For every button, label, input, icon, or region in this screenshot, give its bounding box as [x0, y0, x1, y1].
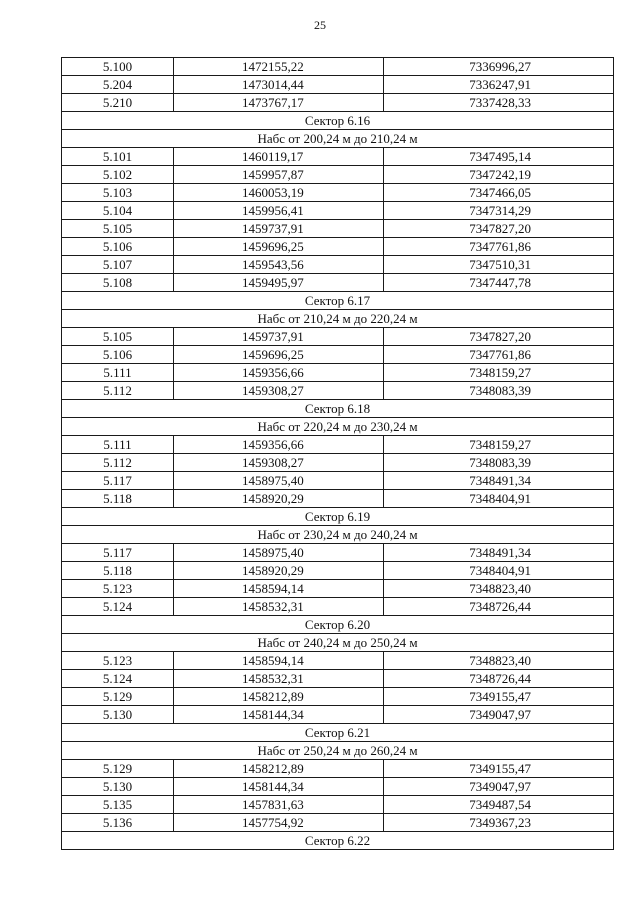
- table-row: [62, 706, 614, 724]
- point-number-cell: 5.117: [62, 472, 174, 490]
- point-number-cell: 5.112: [62, 382, 174, 400]
- point-number-cell: 5.129: [62, 760, 174, 778]
- sector-title-row: [62, 112, 614, 130]
- point-number-cell: 5.118: [62, 562, 174, 580]
- table-row: [62, 94, 614, 112]
- sector-altitude-row: [62, 130, 614, 148]
- table-row: [62, 454, 614, 472]
- point-number-cell: 5.210: [62, 94, 174, 112]
- y-coordinate-cell: 7349155,47: [384, 688, 614, 706]
- table-row: [62, 256, 614, 274]
- table-row: [62, 238, 614, 256]
- x-coordinate-cell: 1458920,29: [174, 490, 384, 508]
- sector-altitude-range: Набс от 220,24 м до 230,24 м: [62, 418, 614, 436]
- table-row: [62, 220, 614, 238]
- y-coordinate-cell: 7349155,47: [384, 760, 614, 778]
- x-coordinate-cell: 1472155,22: [174, 58, 384, 76]
- y-coordinate-cell: 7347761,86: [384, 346, 614, 364]
- sector-title-row: [62, 616, 614, 634]
- table-row: [62, 778, 614, 796]
- y-coordinate-cell: 7337428,33: [384, 94, 614, 112]
- y-coordinate-cell: 7347761,86: [384, 238, 614, 256]
- y-coordinate-cell: 7347447,78: [384, 274, 614, 292]
- y-coordinate-cell: 7348823,40: [384, 580, 614, 598]
- point-number-cell: 5.108: [62, 274, 174, 292]
- x-coordinate-cell: 1458144,34: [174, 778, 384, 796]
- y-coordinate-cell: 7347495,14: [384, 148, 614, 166]
- sector-altitude-row: [62, 634, 614, 652]
- y-coordinate-cell: 7348491,34: [384, 472, 614, 490]
- x-coordinate-cell: 1457831,63: [174, 796, 384, 814]
- y-coordinate-cell: 7347314,29: [384, 202, 614, 220]
- y-coordinate-cell: 7349047,97: [384, 706, 614, 724]
- sector-title-row: [62, 724, 614, 742]
- table-row: [62, 436, 614, 454]
- sector-altitude-range: Набс от 200,24 м до 210,24 м: [62, 130, 614, 148]
- sector-title: Сектор 6.21: [62, 724, 614, 742]
- x-coordinate-cell: 1459956,41: [174, 202, 384, 220]
- sector-altitude-row: [62, 742, 614, 760]
- table-row: [62, 598, 614, 616]
- sector-altitude-range: Набс от 250,24 м до 260,24 м: [62, 742, 614, 760]
- table-row: [62, 166, 614, 184]
- point-number-cell: 5.118: [62, 490, 174, 508]
- x-coordinate-cell: 1459543,56: [174, 256, 384, 274]
- x-coordinate-cell: 1459696,25: [174, 346, 384, 364]
- point-number-cell: 5.105: [62, 220, 174, 238]
- point-number-cell: 5.112: [62, 454, 174, 472]
- y-coordinate-cell: 7348404,91: [384, 490, 614, 508]
- x-coordinate-cell: 1460119,17: [174, 148, 384, 166]
- y-coordinate-cell: 7348404,91: [384, 562, 614, 580]
- x-coordinate-cell: 1459696,25: [174, 238, 384, 256]
- point-number-cell: 5.103: [62, 184, 174, 202]
- x-coordinate-cell: 1460053,19: [174, 184, 384, 202]
- sector-title-row: [62, 292, 614, 310]
- table-row: [62, 580, 614, 598]
- table-row: [62, 274, 614, 292]
- point-number-cell: 5.130: [62, 706, 174, 724]
- x-coordinate-cell: 1458532,31: [174, 670, 384, 688]
- sector-title: Сектор 6.18: [62, 400, 614, 418]
- y-coordinate-cell: 7349367,23: [384, 814, 614, 832]
- point-number-cell: 5.102: [62, 166, 174, 184]
- table-row: [62, 544, 614, 562]
- coordinates-table-body: [62, 58, 614, 850]
- sector-title: Сектор 6.20: [62, 616, 614, 634]
- table-row: [62, 58, 614, 76]
- point-number-cell: 5.124: [62, 598, 174, 616]
- x-coordinate-cell: 1458975,40: [174, 544, 384, 562]
- sector-altitude-range: Набс от 210,24 м до 220,24 м: [62, 310, 614, 328]
- x-coordinate-cell: 1458212,89: [174, 760, 384, 778]
- table-row: [62, 202, 614, 220]
- x-coordinate-cell: 1458975,40: [174, 472, 384, 490]
- y-coordinate-cell: 7349047,97: [384, 778, 614, 796]
- point-number-cell: 5.101: [62, 148, 174, 166]
- sector-title-row: [62, 400, 614, 418]
- x-coordinate-cell: 1459356,66: [174, 364, 384, 382]
- page-number: 25: [314, 18, 326, 32]
- y-coordinate-cell: 7347242,19: [384, 166, 614, 184]
- sector-altitude-row: [62, 418, 614, 436]
- x-coordinate-cell: 1459737,91: [174, 220, 384, 238]
- x-coordinate-cell: 1458144,34: [174, 706, 384, 724]
- x-coordinate-cell: 1458594,14: [174, 580, 384, 598]
- y-coordinate-cell: 7336247,91: [384, 76, 614, 94]
- sector-altitude-range: Набс от 230,24 м до 240,24 м: [62, 526, 614, 544]
- table-row: [62, 760, 614, 778]
- x-coordinate-cell: 1457754,92: [174, 814, 384, 832]
- table-row: [62, 76, 614, 94]
- x-coordinate-cell: 1458594,14: [174, 652, 384, 670]
- point-number-cell: 5.100: [62, 58, 174, 76]
- y-coordinate-cell: 7347466,05: [384, 184, 614, 202]
- x-coordinate-cell: 1459308,27: [174, 382, 384, 400]
- x-coordinate-cell: 1459356,66: [174, 436, 384, 454]
- sector-title: Сектор 6.16: [62, 112, 614, 130]
- sector-title: Сектор 6.17: [62, 292, 614, 310]
- point-number-cell: 5.107: [62, 256, 174, 274]
- sector-title-row: [62, 832, 614, 850]
- point-number-cell: 5.105: [62, 328, 174, 346]
- point-number-cell: 5.135: [62, 796, 174, 814]
- point-number-cell: 5.123: [62, 580, 174, 598]
- point-number-cell: 5.136: [62, 814, 174, 832]
- point-number-cell: 5.106: [62, 238, 174, 256]
- point-number-cell: 5.104: [62, 202, 174, 220]
- table-row: [62, 652, 614, 670]
- table-row: [62, 472, 614, 490]
- table-row: [62, 184, 614, 202]
- y-coordinate-cell: 7347510,31: [384, 256, 614, 274]
- sector-title: Сектор 6.22: [62, 832, 614, 850]
- x-coordinate-cell: 1459308,27: [174, 454, 384, 472]
- y-coordinate-cell: 7348159,27: [384, 364, 614, 382]
- y-coordinate-cell: 7347827,20: [384, 328, 614, 346]
- table-row: [62, 490, 614, 508]
- table-row: [62, 364, 614, 382]
- point-number-cell: 5.124: [62, 670, 174, 688]
- x-coordinate-cell: 1473014,44: [174, 76, 384, 94]
- x-coordinate-cell: 1459737,91: [174, 328, 384, 346]
- y-coordinate-cell: 7348083,39: [384, 382, 614, 400]
- table-row: [62, 346, 614, 364]
- x-coordinate-cell: 1459495,97: [174, 274, 384, 292]
- point-number-cell: 5.117: [62, 544, 174, 562]
- point-number-cell: 5.111: [62, 364, 174, 382]
- sector-altitude-row: [62, 310, 614, 328]
- y-coordinate-cell: 7347827,20: [384, 220, 614, 238]
- y-coordinate-cell: 7348726,44: [384, 598, 614, 616]
- y-coordinate-cell: 7336996,27: [384, 58, 614, 76]
- x-coordinate-cell: 1473767,17: [174, 94, 384, 112]
- y-coordinate-cell: 7348823,40: [384, 652, 614, 670]
- y-coordinate-cell: 7348159,27: [384, 436, 614, 454]
- table-row: [62, 562, 614, 580]
- point-number-cell: 5.106: [62, 346, 174, 364]
- point-number-cell: 5.123: [62, 652, 174, 670]
- table-row: [62, 814, 614, 832]
- x-coordinate-cell: 1459957,87: [174, 166, 384, 184]
- y-coordinate-cell: 7348083,39: [384, 454, 614, 472]
- x-coordinate-cell: 1458212,89: [174, 688, 384, 706]
- table-row: [62, 796, 614, 814]
- sector-title-row: [62, 508, 614, 526]
- table-row: [62, 382, 614, 400]
- point-number-cell: 5.111: [62, 436, 174, 454]
- y-coordinate-cell: 7348726,44: [384, 670, 614, 688]
- point-number-cell: 5.204: [62, 76, 174, 94]
- table-row: [62, 688, 614, 706]
- table-row: [62, 670, 614, 688]
- y-coordinate-cell: 7348491,34: [384, 544, 614, 562]
- sector-title: Сектор 6.19: [62, 508, 614, 526]
- table-row: [62, 328, 614, 346]
- y-coordinate-cell: 7349487,54: [384, 796, 614, 814]
- sector-altitude-row: [62, 526, 614, 544]
- point-number-cell: 5.130: [62, 778, 174, 796]
- x-coordinate-cell: 1458920,29: [174, 562, 384, 580]
- point-number-cell: 5.129: [62, 688, 174, 706]
- table-row: [62, 148, 614, 166]
- sector-altitude-range: Набс от 240,24 м до 250,24 м: [62, 634, 614, 652]
- x-coordinate-cell: 1458532,31: [174, 598, 384, 616]
- coordinates-table: [61, 57, 614, 850]
